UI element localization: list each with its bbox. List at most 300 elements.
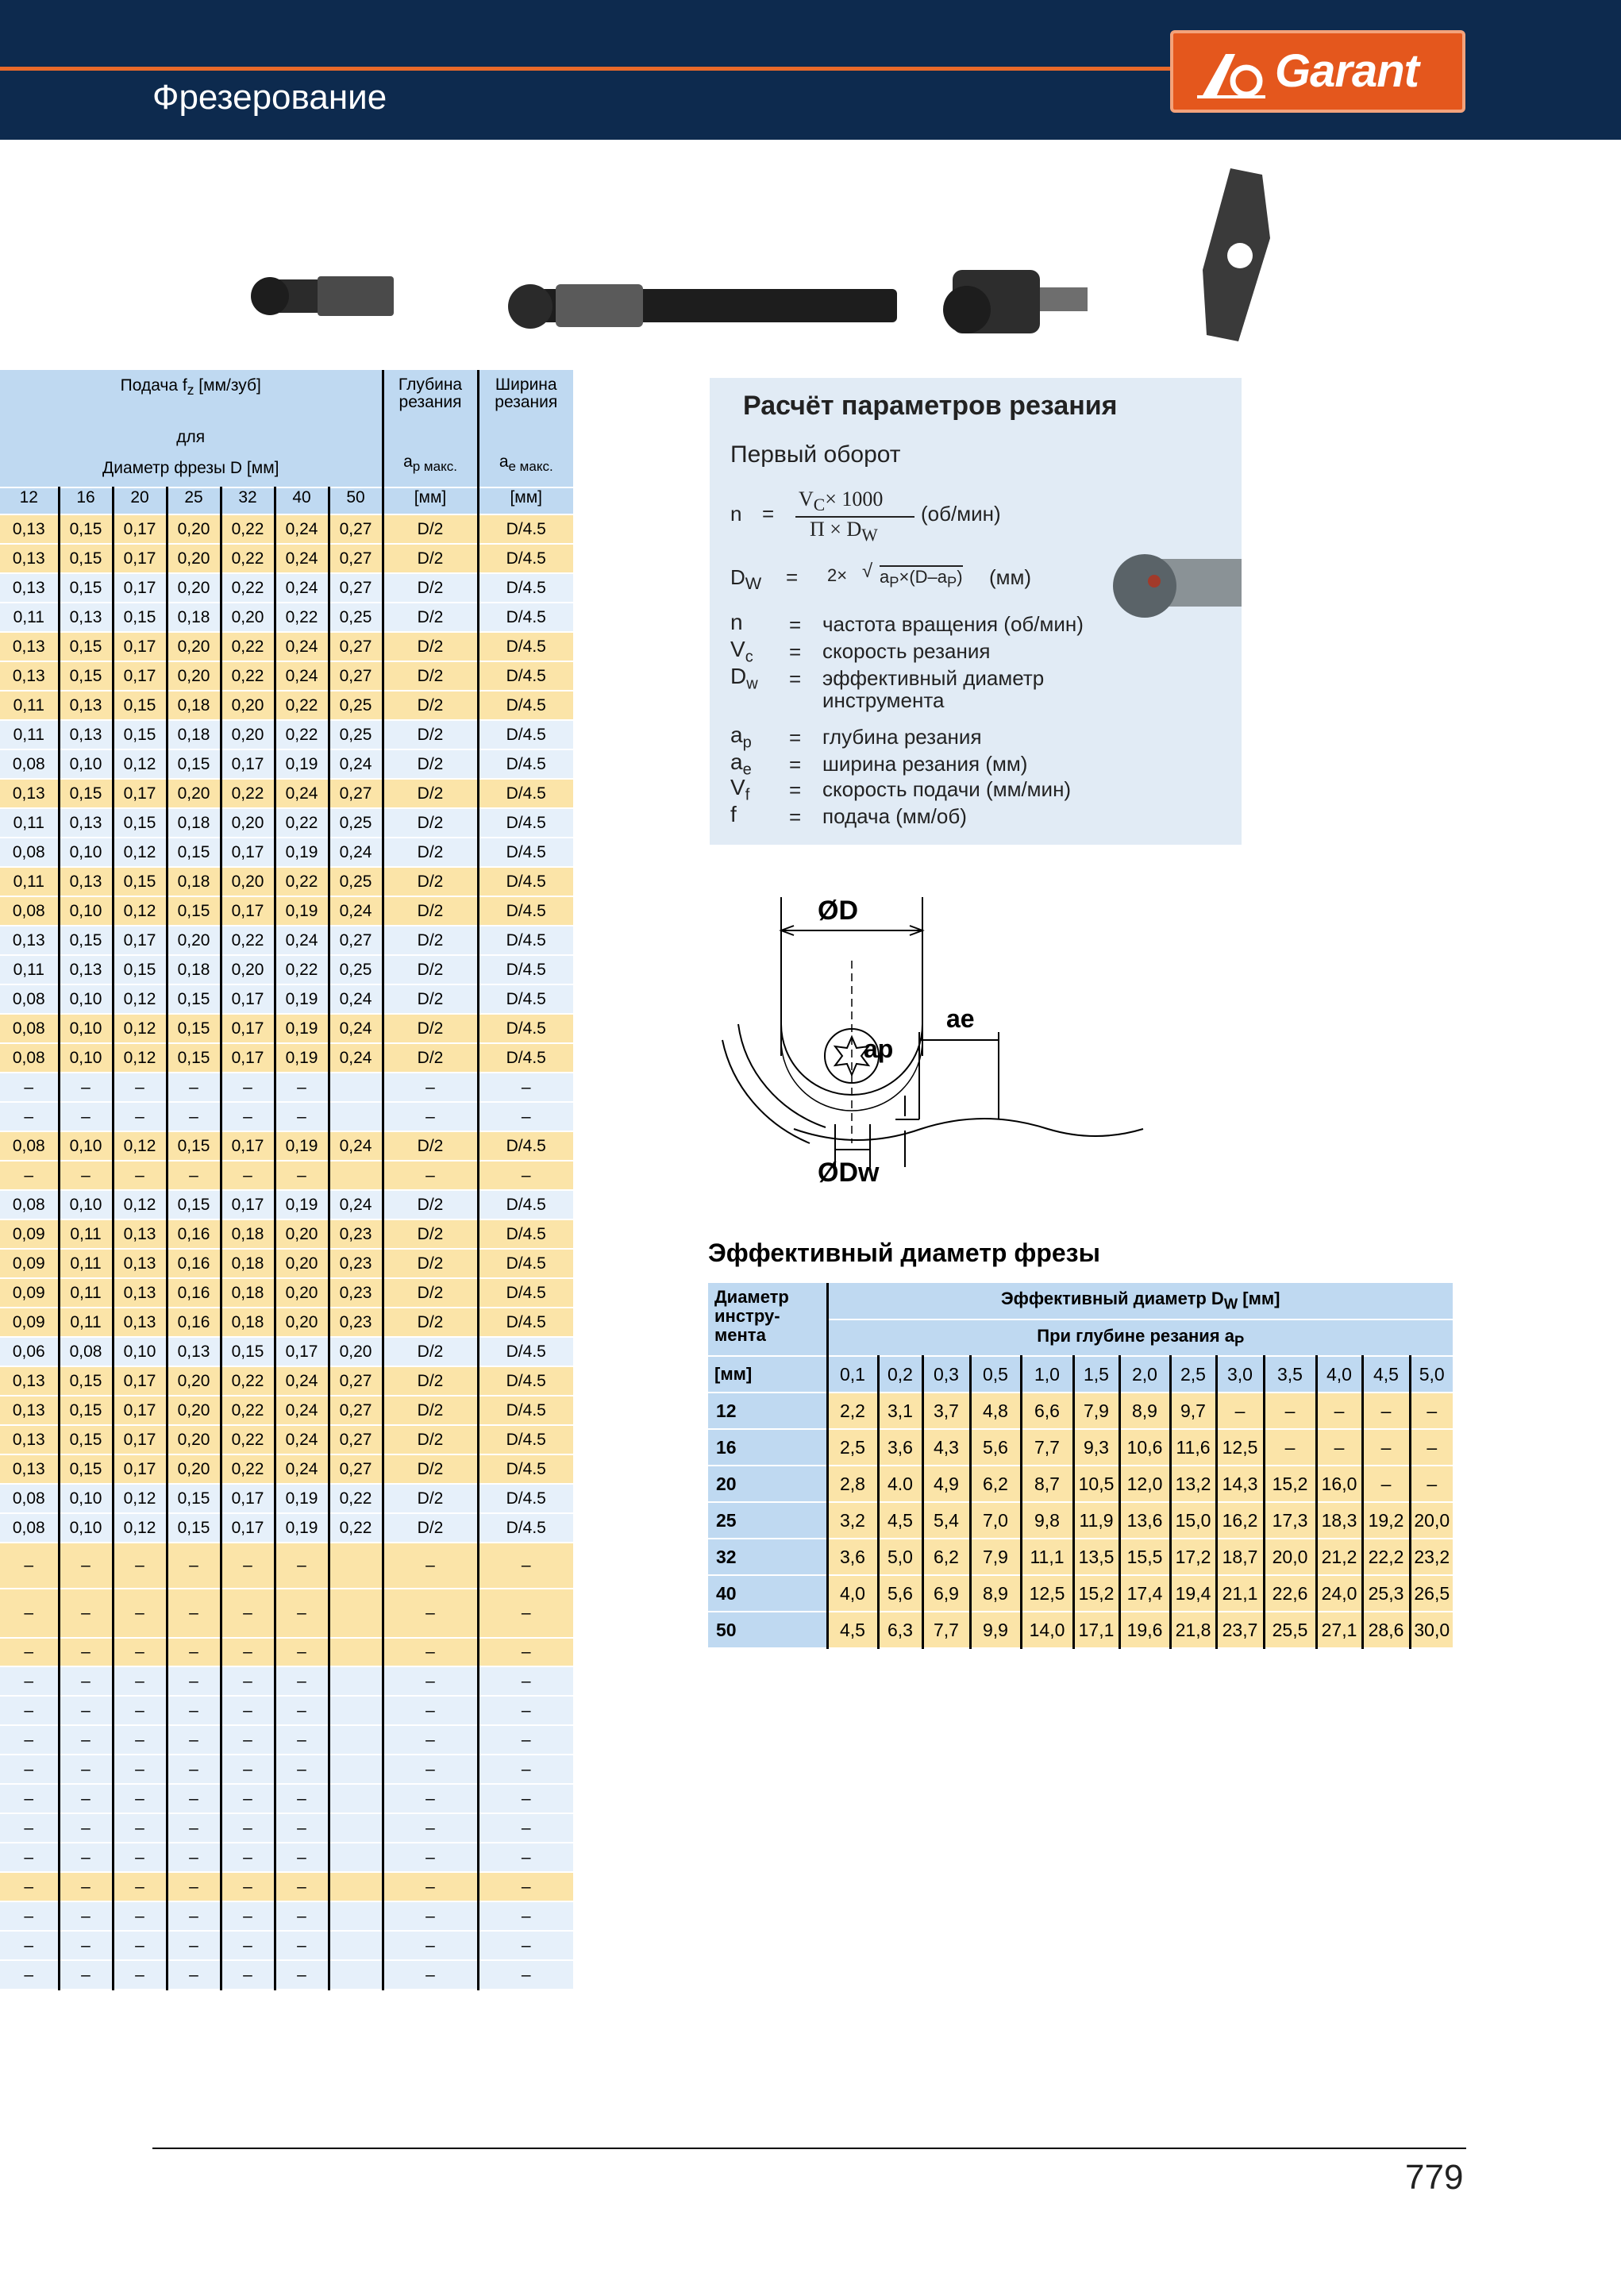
eff-diameter-cell: 32	[708, 1539, 827, 1575]
eff-table	[708, 1283, 1453, 1649]
eff-col0-unit: [мм]	[708, 1356, 827, 1393]
feed-cell: –	[167, 1638, 221, 1666]
eff-value-cell: 17,4	[1119, 1575, 1170, 1612]
feed-cell: –	[59, 1638, 113, 1666]
feed-cell: –	[275, 1755, 329, 1784]
eff-value-cell: 3,6	[827, 1539, 878, 1575]
feed-cell: 0,13	[0, 573, 59, 603]
feed-cell: 0,24	[329, 984, 383, 1014]
feed-cell: –	[383, 1666, 478, 1696]
feed-table-row	[0, 838, 573, 867]
feed-cell: 0,24	[275, 544, 329, 573]
eff-value-cell: 15,0	[1170, 1502, 1216, 1539]
feed-cell: –	[59, 1696, 113, 1725]
feed-cell: 0,09	[0, 1278, 59, 1308]
feed-cell	[329, 1813, 383, 1843]
feed-cell: –	[478, 1161, 573, 1190]
feed-cell: D/4.5	[478, 1043, 573, 1073]
feed-cell: 0,13	[0, 544, 59, 573]
feed-table-row	[0, 1161, 573, 1190]
feed-cell: 0,24	[329, 1043, 383, 1073]
feed-cell: 0,23	[329, 1278, 383, 1308]
eff-value-cell: 17,2	[1170, 1539, 1216, 1575]
od-label: ØD	[818, 896, 858, 926]
feed-cell: –	[113, 1725, 167, 1755]
calc-title: Расчёт параметров резания	[743, 391, 1118, 421]
feed-cell: –	[0, 1102, 59, 1131]
width-header	[478, 370, 573, 487]
sqrt-a: a	[880, 567, 890, 587]
feed-table-row	[0, 779, 573, 808]
feed-cell: –	[478, 1589, 573, 1638]
feed-cell: –	[167, 1073, 221, 1102]
width-header-title: Ширина резания	[495, 376, 558, 411]
feed-cell: 0,22	[275, 867, 329, 896]
feed-cell: –	[275, 1102, 329, 1131]
feed-cell: 0,24	[329, 896, 383, 926]
eff-value-cell: 10,5	[1073, 1466, 1119, 1502]
feed-cell	[329, 1901, 383, 1931]
feed-cell: –	[275, 1872, 329, 1901]
eff-value-cell: 12,5	[1021, 1575, 1073, 1612]
feed-cell: 0,17	[113, 779, 167, 808]
feed-cell: –	[167, 1161, 221, 1190]
legend-text: скорость подачи (мм/мин)	[822, 777, 1072, 801]
feed-cell: 0,27	[329, 1396, 383, 1425]
feed-cell: D/4.5	[478, 632, 573, 661]
feed-cell: 0,20	[167, 632, 221, 661]
feed-cell	[329, 1931, 383, 1960]
legend-symbol-sub: w	[746, 675, 758, 693]
feed-cell: –	[113, 1589, 167, 1638]
feed-cell: D/2	[383, 1337, 478, 1366]
feed-cell: 0,27	[329, 1366, 383, 1396]
eff-value-cell: 3,1	[878, 1393, 922, 1429]
feed-cell: 0,17	[221, 1190, 275, 1219]
legend-symbol-letter: f	[730, 802, 737, 826]
feed-cell: 0,08	[0, 1190, 59, 1219]
feed-cell: 0,13	[0, 1425, 59, 1454]
odw-label: ØDw	[818, 1158, 880, 1183]
feed-cell: D/4.5	[478, 1278, 573, 1308]
feed-cell: 0,20	[221, 808, 275, 838]
feed-table-row	[0, 1543, 573, 1589]
feed-cell: 0,15	[59, 1396, 113, 1425]
eff-value-cell: 21,1	[1216, 1575, 1264, 1612]
eff-value-cell: 4,3	[922, 1429, 970, 1466]
feed-cell: –	[59, 1813, 113, 1843]
legend-symbol-letter: a	[730, 722, 743, 747]
feed-cell: D/2	[383, 1131, 478, 1161]
feed-cell: D/2	[383, 896, 478, 926]
insert-image	[1203, 168, 1270, 341]
feed-cell: 0,15	[59, 926, 113, 955]
eff-value-cell: –	[1362, 1393, 1410, 1429]
feed-cell: 0,19	[275, 1043, 329, 1073]
tool-image-1	[251, 276, 394, 316]
feed-cell: 0,11	[59, 1219, 113, 1249]
mm-unit: (мм)	[989, 565, 1032, 589]
feed-cell: –	[478, 1638, 573, 1666]
diameter-cell: 32	[221, 487, 275, 514]
feed-cell: D/2	[383, 955, 478, 984]
ae-label: ae	[946, 1004, 975, 1033]
feed-cell: 0,20	[329, 1337, 383, 1366]
feed-cell: –	[167, 1813, 221, 1843]
feed-cell: 0,13	[113, 1249, 167, 1278]
feed-cell: –	[275, 1784, 329, 1813]
feed-cell: –	[275, 1666, 329, 1696]
feed-cell: –	[59, 1725, 113, 1755]
feed-cell: –	[167, 1543, 221, 1589]
feed-cell: D/2	[383, 1249, 478, 1278]
eff-head1-sub: W	[1223, 1295, 1238, 1312]
feed-cell: 0,19	[275, 984, 329, 1014]
legend-symbol-sub: e	[742, 761, 752, 779]
feed-cell: 0,24	[329, 838, 383, 867]
depth-unit: [мм]	[383, 487, 478, 514]
formula-dw-eq: =	[786, 565, 799, 589]
feed-cell: 0,15	[59, 779, 113, 808]
feed-cell: –	[221, 1843, 275, 1872]
feed-cell: –	[221, 1960, 275, 1990]
feed-cell: D/2	[383, 1513, 478, 1543]
feed-cell	[329, 1161, 383, 1190]
eff-value-cell: 14,3	[1216, 1466, 1264, 1502]
feed-cell: 0,17	[221, 896, 275, 926]
feed-cell: –	[275, 1931, 329, 1960]
feed-cell: –	[383, 1725, 478, 1755]
feed-cell: 0,19	[275, 1190, 329, 1219]
feed-cell: 0,13	[0, 632, 59, 661]
feed-table-row	[0, 544, 573, 573]
eff-value-cell: 4,5	[827, 1612, 878, 1648]
feed-table-row	[0, 1454, 573, 1484]
eff-head1-unit: [мм]	[1238, 1289, 1280, 1309]
feed-cell: –	[167, 1589, 221, 1638]
feed-cell: 0,20	[221, 867, 275, 896]
feed-table-row	[0, 1131, 573, 1161]
feed-cell: –	[59, 1666, 113, 1696]
depth-header	[383, 370, 478, 487]
feed-cell: –	[113, 1784, 167, 1813]
feed-cell: 0,12	[113, 896, 167, 926]
sqrt-sub-p2: P	[947, 573, 957, 591]
legend-text: эффективный диаметр инструмента	[822, 666, 1045, 712]
eff-value-cell: 7,9	[970, 1539, 1021, 1575]
feed-table-row	[0, 1666, 573, 1696]
feed-cell: D/2	[383, 1484, 478, 1513]
eff-value-cell: 4,9	[922, 1466, 970, 1502]
feed-cell: D/4.5	[478, 1366, 573, 1396]
feed-cell: 0,27	[329, 1425, 383, 1454]
legend-symbol-letter: a	[730, 749, 743, 774]
eff-value-cell: 2,8	[827, 1466, 878, 1502]
formula-dw-symbol	[730, 565, 761, 594]
w-sub: W	[861, 526, 878, 545]
eff-value-cell: 3,2	[827, 1502, 878, 1539]
feed-cell: 0,11	[0, 955, 59, 984]
feed-cell: –	[59, 1161, 113, 1190]
feed-cell: 0,17	[113, 514, 167, 544]
feed-cell: 0,23	[329, 1308, 383, 1337]
feed-cell: 0,20	[221, 720, 275, 749]
feed-cell: 0,22	[275, 691, 329, 720]
feed-table-row	[0, 514, 573, 544]
feed-header-unit: [мм/зуб]	[194, 376, 261, 395]
pi-dw: Π × D	[810, 518, 862, 541]
feed-cell: –	[59, 1960, 113, 1990]
feed-cell: 0,17	[113, 926, 167, 955]
feed-cell: 0,12	[113, 984, 167, 1014]
feed-cell: 0,13	[113, 1278, 167, 1308]
eff-value-cell: 12,5	[1216, 1429, 1264, 1466]
feed-cell: –	[0, 1813, 59, 1843]
feed-table-row	[0, 984, 573, 1014]
feed-cell: D/2	[383, 838, 478, 867]
feed-cell: 0,22	[329, 1484, 383, 1513]
legend-text: глубина резания	[822, 725, 982, 749]
feed-cell: –	[383, 1931, 478, 1960]
depth-header-title: Глубина резания	[398, 376, 463, 411]
feed-cell: 0,15	[59, 1425, 113, 1454]
legend-symbol-letter: D	[730, 664, 747, 688]
eff-depth-cell: 0,2	[878, 1356, 922, 1393]
feed-cell: 0,24	[275, 926, 329, 955]
feed-cell: –	[383, 1755, 478, 1784]
feed-cell: 0,10	[59, 896, 113, 926]
feed-cell: –	[113, 1666, 167, 1696]
ap-label: a	[403, 453, 413, 471]
feed-cell: 0,11	[59, 1278, 113, 1308]
feed-cell: 0,17	[221, 1014, 275, 1043]
feed-cell: 0,16	[167, 1219, 221, 1249]
eff-value-cell: 4,5	[878, 1502, 922, 1539]
feed-cell: –	[383, 1696, 478, 1725]
feed-cell: D/4.5	[478, 514, 573, 544]
feed-cell: –	[478, 1543, 573, 1589]
feed-header-for: для	[176, 428, 206, 447]
feed-cell: 0,10	[59, 1190, 113, 1219]
eff-value-cell: 3,6	[878, 1429, 922, 1466]
feed-cell: D/4.5	[478, 1425, 573, 1454]
formula-n-denominator	[810, 518, 878, 545]
feed-cell: –	[275, 1161, 329, 1190]
eff-value-cell: 8,9	[970, 1575, 1021, 1612]
feed-cell: 0,22	[275, 955, 329, 984]
eff-value-cell: 9,8	[1021, 1502, 1073, 1539]
feed-cell: –	[383, 1901, 478, 1931]
feed-table-row	[0, 1725, 573, 1755]
feed-cell: 0,20	[221, 603, 275, 632]
feed-table-row	[0, 1755, 573, 1784]
feed-cell: –	[0, 1901, 59, 1931]
feed-cell: D/2	[383, 867, 478, 896]
feed-cell: –	[275, 1813, 329, 1843]
eff-depth-cell: 3,5	[1264, 1356, 1316, 1393]
feed-cell: 0,12	[113, 1484, 167, 1513]
eff-value-cell: 13,5	[1073, 1539, 1119, 1575]
feed-cell: 0,16	[167, 1278, 221, 1308]
feed-cell: –	[383, 1543, 478, 1589]
feed-cell: 0,19	[275, 896, 329, 926]
feed-cell: 0,27	[329, 573, 383, 603]
feed-cell: 0,11	[0, 603, 59, 632]
eff-value-cell: 24,0	[1316, 1575, 1362, 1612]
feed-cell: 0,15	[113, 691, 167, 720]
eff-value-cell: –	[1264, 1429, 1316, 1466]
eff-value-cell: –	[1362, 1429, 1410, 1466]
feed-cell: –	[0, 1960, 59, 1990]
eff-depth-cell: 0,5	[970, 1356, 1021, 1393]
feed-cell: 0,24	[329, 1014, 383, 1043]
feed-cell: –	[167, 1843, 221, 1872]
feed-table-body	[0, 514, 573, 1990]
eff-value-cell: 14,0	[1021, 1612, 1073, 1648]
feed-cell: –	[113, 1638, 167, 1666]
feed-cell: –	[59, 1931, 113, 1960]
feed-cell: –	[275, 1073, 329, 1102]
feed-cell: 0,15	[59, 1454, 113, 1484]
feed-cell: 0,15	[113, 603, 167, 632]
feed-cell: 0,22	[221, 779, 275, 808]
feed-cell: 0,15	[167, 749, 221, 779]
feed-cell: D/2	[383, 691, 478, 720]
feed-table-row	[0, 1366, 573, 1396]
feed-cell: 0,17	[221, 984, 275, 1014]
feed-cell: 0,22	[221, 1425, 275, 1454]
feed-cell: D/2	[383, 632, 478, 661]
eff-depth-cell: 2,0	[1119, 1356, 1170, 1393]
feed-cell: –	[113, 1843, 167, 1872]
feed-cell: D/2	[383, 779, 478, 808]
feed-cell: 0,20	[275, 1278, 329, 1308]
feed-cell: 0,17	[221, 1131, 275, 1161]
eff-value-cell: 9,7	[1170, 1393, 1216, 1429]
feed-cell: 0,15	[221, 1337, 275, 1366]
feed-cell: –	[0, 1872, 59, 1901]
eff-value-cell: 19,6	[1119, 1612, 1170, 1648]
feed-cell: –	[221, 1784, 275, 1813]
feed-cell: –	[59, 1843, 113, 1872]
eff-depth-cell: 4,0	[1316, 1356, 1362, 1393]
feed-cell: –	[59, 1784, 113, 1813]
feed-cell: 0,17	[221, 749, 275, 779]
feed-cell: 0,12	[113, 838, 167, 867]
feed-cell: D/4.5	[478, 984, 573, 1014]
feed-table-row	[0, 1513, 573, 1543]
feed-cell: –	[113, 1102, 167, 1131]
feed-cell: 0,17	[113, 661, 167, 691]
garant-logo-icon	[1194, 48, 1273, 103]
eff-table-row	[708, 1466, 1453, 1502]
feed-cell: 0,10	[59, 1131, 113, 1161]
ap-sub: p макс.	[412, 459, 457, 475]
formula-n-numerator	[799, 487, 883, 515]
eff-value-cell: 7,0	[970, 1502, 1021, 1539]
eff-head1-label: Эффективный диаметр D	[1001, 1289, 1224, 1309]
feed-cell: D/2	[383, 573, 478, 603]
eff-value-cell: 13,6	[1119, 1502, 1170, 1539]
feed-cell: 0,27	[329, 632, 383, 661]
feed-cell: 0,11	[0, 808, 59, 838]
feed-cell: 0,15	[59, 544, 113, 573]
diameter-row	[0, 487, 573, 514]
feed-cell: D/2	[383, 720, 478, 749]
eff-value-cell: 6,3	[878, 1612, 922, 1648]
feed-cell: –	[0, 1589, 59, 1638]
feed-cell: –	[0, 1666, 59, 1696]
feed-cell: –	[383, 1102, 478, 1131]
feed-table-row	[0, 1014, 573, 1043]
feed-table-row	[0, 1901, 573, 1931]
eff-value-cell: 8,9	[1119, 1393, 1170, 1429]
feed-cell: –	[0, 1161, 59, 1190]
feed-cell: D/2	[383, 1425, 478, 1454]
feed-cell: 0,20	[167, 926, 221, 955]
feed-cell: 0,25	[329, 867, 383, 896]
feed-cell: 0,24	[275, 514, 329, 544]
feed-cell: 0,20	[221, 955, 275, 984]
feed-cell: –	[59, 1589, 113, 1638]
diameter-cell: 50	[329, 487, 383, 514]
feed-cell: 0,20	[275, 1308, 329, 1337]
eff-value-cell: –	[1316, 1429, 1362, 1466]
calculation-box	[710, 378, 1242, 845]
feed-cell: D/2	[383, 1396, 478, 1425]
feed-cell: –	[221, 1161, 275, 1190]
feed-table-row	[0, 749, 573, 779]
feed-cell: 0,12	[113, 749, 167, 779]
eff-table-body	[708, 1393, 1453, 1648]
feed-cell: D/4.5	[478, 1190, 573, 1219]
feed-cell: 0,10	[59, 1014, 113, 1043]
feed-cell: –	[167, 1931, 221, 1960]
eff-value-cell: 7,7	[1021, 1429, 1073, 1466]
feed-cell: –	[113, 1073, 167, 1102]
feed-cell: 0,17	[221, 1484, 275, 1513]
eff-value-cell: 20,0	[1264, 1539, 1316, 1575]
eff-depth-row	[708, 1356, 1453, 1393]
vc-sub: C	[813, 495, 826, 515]
feed-cell: 0,11	[0, 867, 59, 896]
feed-cell: –	[167, 1784, 221, 1813]
legend-symbol-letter: V	[730, 637, 745, 661]
feed-cell: 0,15	[167, 1131, 221, 1161]
feed-cell: D/4.5	[478, 1337, 573, 1366]
eff-value-cell: –	[1216, 1393, 1264, 1429]
feed-cell: 0,17	[275, 1337, 329, 1366]
feed-cell: D/4.5	[478, 1249, 573, 1278]
feed-cell: 0,15	[113, 720, 167, 749]
feed-cell: D/4.5	[478, 955, 573, 984]
feed-cell: –	[221, 1696, 275, 1725]
legend-eq: =	[789, 640, 802, 664]
feed-cell: D/4.5	[478, 1014, 573, 1043]
diameter-cell: 40	[275, 487, 329, 514]
feed-cell: 0,10	[59, 1513, 113, 1543]
eff-value-cell: 21,2	[1316, 1539, 1362, 1575]
feed-cell: 0,13	[0, 661, 59, 691]
eff-value-cell: 7,9	[1073, 1393, 1119, 1429]
feed-cell: 0,08	[0, 838, 59, 867]
feed-cell: D/4.5	[478, 573, 573, 603]
feed-cell: 0,17	[221, 1043, 275, 1073]
feed-cell: 0,17	[113, 1425, 167, 1454]
feed-cell: –	[113, 1931, 167, 1960]
feed-cell: –	[59, 1755, 113, 1784]
feed-cell: –	[0, 1843, 59, 1872]
